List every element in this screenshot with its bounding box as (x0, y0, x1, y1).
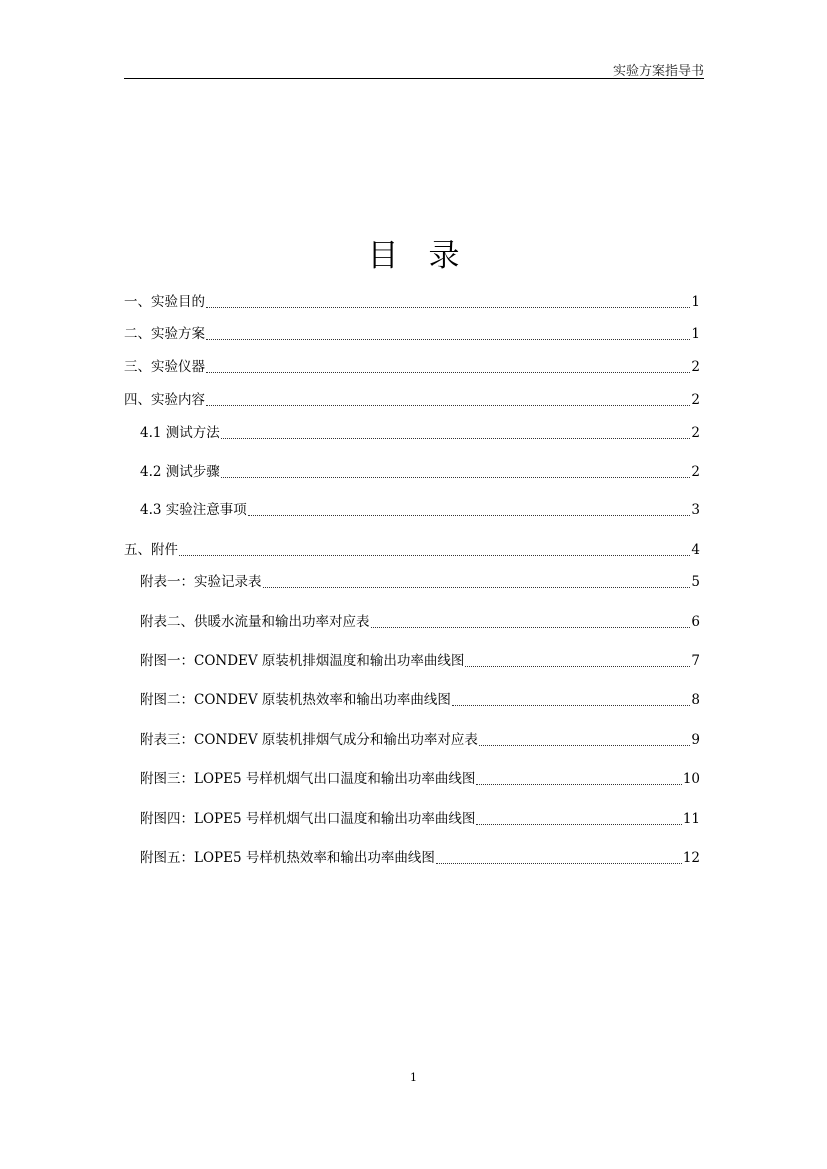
toc-entry[interactable] (124, 292, 700, 312)
toc-entry-label: 五、附件 (124, 542, 178, 558)
toc-entry-label: 附表三：CONDEV 原装机排烟气成分和输出功率对应表 (140, 732, 478, 748)
toc-entry-label: 附图三：LOPE5 号样机烟气出口温度和输出功率曲线图 (140, 771, 476, 787)
toc-entry-page: 7 (691, 653, 700, 669)
toc-entry[interactable] (140, 809, 700, 829)
toc-leader-dots (465, 666, 690, 667)
toc-entry[interactable] (140, 572, 700, 592)
toc-leader-dots (476, 824, 681, 825)
toc-leader-dots (263, 587, 691, 588)
toc-entry-label: 四、实验内容 (124, 392, 205, 408)
toc-entry[interactable] (140, 462, 700, 482)
toc-leader-dots (221, 438, 691, 439)
toc-entry-label: 附图二：CONDEV 原装机热效率和输出功率曲线图 (140, 692, 451, 708)
toc-entry[interactable] (140, 769, 700, 789)
toc-leader-dots (371, 627, 691, 628)
page-header (124, 58, 704, 79)
toc-entry-label: 附图五：LOPE5 号样机热效率和输出功率曲线图 (140, 850, 435, 866)
toc-entry-page: 3 (691, 502, 700, 518)
toc-entry-label: 二、实验方案 (124, 326, 205, 342)
header-title: 实验方案指导书 (612, 64, 704, 79)
toc-entry-page: 6 (691, 614, 700, 630)
toc-leader-dots (206, 405, 690, 406)
toc-leader-dots (479, 745, 690, 746)
toc-entry-page: 1 (691, 326, 700, 342)
toc-entry-label: 附图一：CONDEV 原装机排烟温度和输出功率曲线图 (140, 653, 465, 669)
toc-entry[interactable] (140, 730, 700, 750)
toc-leader-dots (476, 784, 681, 785)
toc-entry[interactable] (124, 540, 700, 560)
toc-entry[interactable] (124, 324, 700, 344)
toc-entry-page: 5 (691, 574, 700, 590)
toc-entry-label: 附图四：LOPE5 号样机烟气出口温度和输出功率曲线图 (140, 811, 476, 827)
toc-entry-label: 附表二、供暖水流量和输出功率对应表 (140, 614, 370, 630)
toc-entry-page: 4 (691, 542, 700, 558)
toc-entry-page: 8 (691, 692, 700, 708)
toc-leader-dots (206, 307, 690, 308)
toc-entry[interactable] (140, 612, 700, 632)
toc-entry-page: 9 (691, 732, 700, 748)
toc-entry[interactable] (140, 423, 700, 443)
toc-entry-page: 1 (691, 294, 700, 310)
toc-entry-page: 2 (691, 392, 700, 408)
toc-entry[interactable] (140, 651, 700, 671)
toc-leader-dots (436, 863, 682, 864)
toc-entry[interactable] (140, 690, 700, 710)
toc-entry[interactable] (124, 357, 700, 377)
toc-entry-label: 4.2 测试步骤 (140, 464, 220, 480)
page-number: 1 (410, 1071, 417, 1084)
toc-entry-label: 4.3 实验注意事项 (140, 502, 247, 518)
toc-leader-dots (221, 477, 691, 478)
toc-entry-label: 三、实验仪器 (124, 359, 205, 375)
toc-leader-dots (452, 705, 690, 706)
page-title: 目录 (367, 238, 490, 274)
toc-entry[interactable] (124, 390, 700, 410)
toc-leader-dots (248, 515, 691, 516)
toc-entry-page: 11 (682, 811, 700, 827)
toc-leader-dots (206, 372, 690, 373)
toc-entry[interactable] (140, 848, 700, 868)
toc-entry[interactable] (140, 500, 700, 520)
toc-leader-dots (179, 555, 690, 556)
toc-entry-label: 4.1 测试方法 (140, 425, 220, 441)
toc-entry-page: 2 (691, 359, 700, 375)
toc-entry-page: 10 (682, 771, 700, 787)
toc-leader-dots (206, 339, 690, 340)
toc-entry-label: 一、实验目的 (124, 294, 205, 310)
toc-entry-page: 2 (691, 425, 700, 441)
toc-entry-label: 附表一：实验记录表 (140, 574, 262, 590)
toc-entry-page: 12 (682, 850, 700, 866)
toc-entry-page: 2 (691, 464, 700, 480)
